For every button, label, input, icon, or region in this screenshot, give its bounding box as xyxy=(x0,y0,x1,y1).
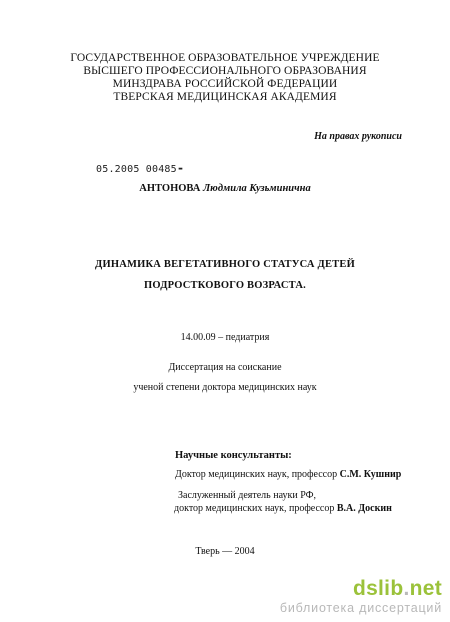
title-line-2: ПОДРОСТКОВОГО ВОЗРАСТА. xyxy=(144,280,306,291)
consultant-1-name: С.М. Кушнир xyxy=(339,469,402,480)
logo-tld: net xyxy=(409,577,442,600)
logo-main: dslib xyxy=(352,577,404,600)
library-stamp xyxy=(96,161,184,175)
specialty: 14.00.09 – педиатрия xyxy=(180,332,270,343)
consultant-2-name: В.А. Доскин xyxy=(336,503,392,514)
dissertation-line-2: ученой степени доктора медицинских наук xyxy=(133,382,317,393)
institution-line-4: ТВЕРСКАЯ МЕДИЦИНСКАЯ АКАДЕМИЯ xyxy=(113,91,337,103)
institution-line-3: МИНЗДРАВА РОССИЙСКОЙ ФЕДЕРАЦИИ xyxy=(112,78,338,90)
logo-dot: . xyxy=(403,577,410,600)
institution-line-1: ГОСУДАРСТВЕННОЕ ОБРАЗОВАТЕЛЬНОЕ УЧРЕЖДЕНИЕ xyxy=(70,52,380,64)
dissertation-title xyxy=(0,254,450,296)
watermark-logo xyxy=(280,578,442,600)
dissertation-line-1: Диссертация на соискание xyxy=(168,362,282,373)
watermark xyxy=(280,578,442,615)
dissertation-type xyxy=(0,358,450,398)
city-year: Тверь — 2004 xyxy=(195,546,255,557)
consultant-1 xyxy=(175,469,401,480)
author-surname: АНТОНОВА xyxy=(139,183,201,194)
author xyxy=(0,183,450,194)
consultants-heading: Научные консультанты: xyxy=(175,450,292,461)
manuscript-rights-note: На правах рукописи xyxy=(314,131,402,142)
institution-line-2: ВЫСШЕГО ПРОФЕССИОНАЛЬНОГО ОБРАЗОВАНИЯ xyxy=(83,65,367,77)
consultant-1-role: Доктор медицинских наук, профессор xyxy=(175,469,338,480)
stamp-mark: - xyxy=(176,161,185,175)
consultant-2 xyxy=(174,503,392,514)
stamp-number: 05.2005 00485 xyxy=(96,164,177,175)
title-line-1: ДИНАМИКА ВЕГЕТАТИВНОГО СТАТУСА ДЕТЕЙ xyxy=(95,259,355,270)
institution-header xyxy=(0,52,450,104)
watermark-subtitle: библиотека диссертаций xyxy=(279,601,442,615)
consultant-2-role-line-1: Заслуженный деятель науки РФ, xyxy=(178,490,317,501)
author-name: Людмила Кузьминична xyxy=(202,183,311,194)
consultant-2-role-line-2: доктор медицинских наук, профессор xyxy=(174,503,335,514)
